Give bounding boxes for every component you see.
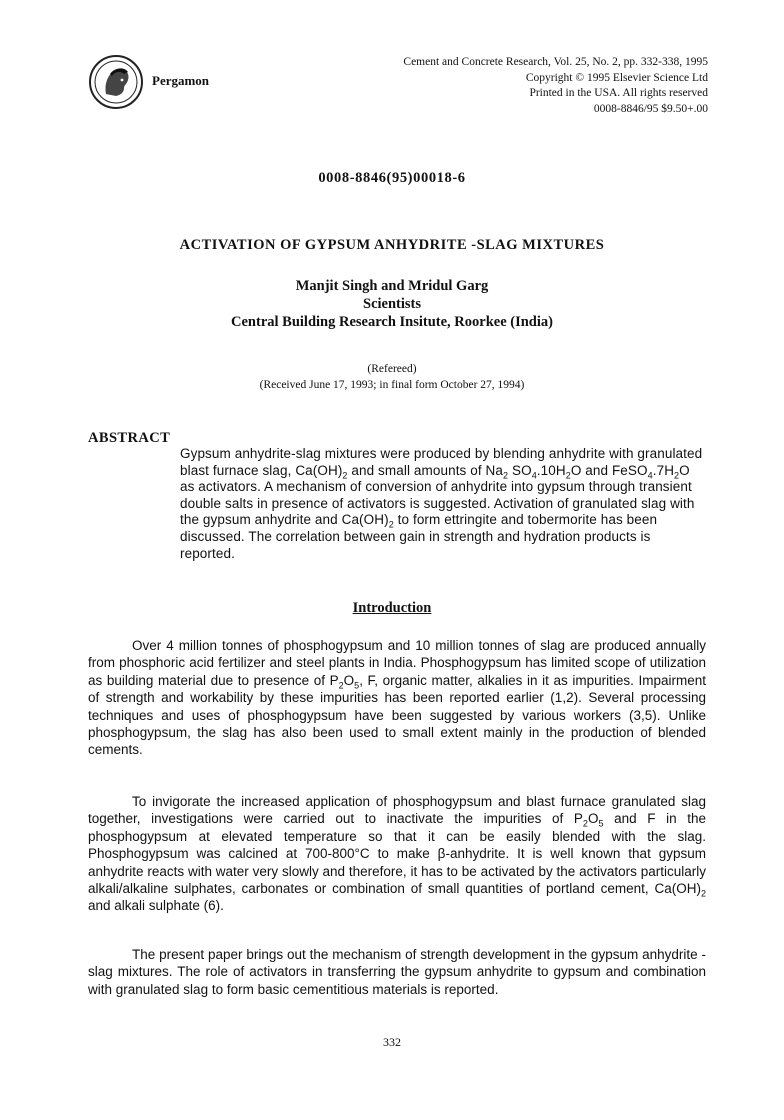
review-info: [0, 361, 784, 393]
refereed-status: (Refereed): [367, 363, 417, 375]
author-names: Manjit Singh and Mridul Garg: [295, 278, 489, 294]
introduction-heading: Introduction: [352, 600, 432, 616]
author-affiliation: Central Building Research Insitute, Roorkee (India): [231, 314, 553, 330]
abstract-heading: ABSTRACT: [88, 430, 171, 446]
publisher-name: Pergamon: [152, 73, 210, 88]
intro-paragraph-1: Over 4 million tonnes of phosphogypsum and 10 million tonnes of slag are produced annually from phosphoric acid fertilizer and steel plants in India. Phosphogypsum has limited scope of utilization as building material due to presence of $P_2O_5$, F, organic matter, alkalies in it as impurities. Impairment of strength and workability by these impurities has been reported earlier (1,2). Several processing techniques and uses of phosphogypsum have been suggested by various workers (3,5). Unlike phosphogypsum, the slag has also been used to small extent mainly in the production of blended cements.: [88, 638, 706, 758]
author-role: Scientists: [363, 296, 421, 312]
journal-line: Cement and Concrete Research, Vol. 25, No. 2, pp. 332-338, 1995: [403, 56, 708, 68]
page-number: 332: [383, 1035, 401, 1049]
issn-line: 0008-8846/95 $9.50+.00: [593, 102, 708, 115]
rights-line: Printed in the USA. All rights reserved: [529, 87, 708, 99]
received-dates: (Received June 17, 1993; in final form October 27, 1994): [259, 379, 525, 391]
intro-paragraph-2: To invigorate the increased application of phosphogypsum and blast furnace granulated slag together, investigations were carried out to inactivate the impurities of $P_2O_5$ and F in the phosphogypsum at elevated temperature so that it can be easily blended with the slag. Phosphogypsum was calcined at 700-800°C to make β-anhydrite. It is well known that gypsum anhydrite reacts with water very slowly and therefore, it has to be activated by the activators particularly alkali/alkaline sulphates, carbonates or combination of small quantities of portland cement, $Ca(OH)_2$ and alkali sulphate (6).: [88, 794, 706, 914]
pergamon-logo-icon: [88, 54, 144, 110]
journal-citation: [403, 55, 708, 117]
copyright-line: Copyright © 1995 Elsevier Science Ltd: [525, 71, 708, 84]
article-title: ACTIVATION OF GYPSUM ANHYDRITE -SLAG MIXTURES: [179, 237, 605, 253]
article-doi: 0008-8846(95)00018-6: [318, 170, 466, 186]
abstract-text: Gypsum anhydrite-slag mixtures were produced by blending anhydrite with granulated blast furnace slag, $Ca(OH)_2$ and small amounts of $Na_2$ $SO_4.10H_2O$ and $FeSO_4.7H_2O$ as activators. A mechanism of conversion of anhydrite into gypsum through transient double salts in presence of activators is suggested. Activation of granulated slag with the gypsum anhydrite and $Ca(OH)_2$ to form ettringite and tobermorite has been discussed. The correlation between gain in strength and hydration products is reported.: [180, 446, 703, 561]
intro-paragraph-3: The present paper brings out the mechanism of strength development in the gypsum anhydrite - slag mixtures. The role of activators in transferring the gypsum anhydrite to gypsum and combination with granulated slag to form basic cementitious materials is reported.: [88, 947, 706, 997]
author-block: [0, 277, 784, 331]
